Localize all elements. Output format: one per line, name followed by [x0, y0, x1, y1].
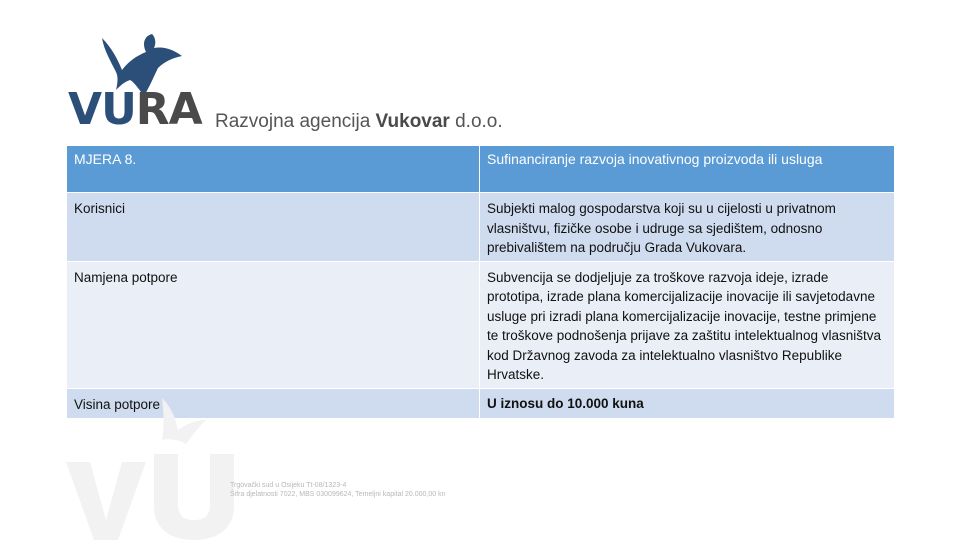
row-value: U iznosu do 10.000 kuna: [480, 388, 895, 418]
measure-table: [66, 145, 895, 419]
row-value: Subjekti malog gospodarstva koji su u cijelosti u privatnom vlasništvu, fizičke osobe i udruge sa sjedištem, odnosno prebivalištem na području Grada Vukovara.: [480, 193, 895, 262]
vura-watermark: [66, 392, 246, 540]
logo-letter-u: U: [101, 84, 136, 135]
row-label: Namjena potpore: [67, 261, 480, 388]
logo-letter-v: V: [68, 84, 102, 135]
vura-logo: [64, 30, 503, 135]
row-label: Visina potpore: [67, 388, 480, 418]
table-row: [67, 146, 895, 193]
tagline-suffix: d.o.o.: [449, 111, 503, 132]
row-label: MJERA 8.: [67, 146, 480, 193]
logo-letters-ra: RA: [135, 84, 202, 135]
logo-tagline: [215, 111, 503, 133]
registry-line-1: Trgovački sud u Osijeku Tt-08/1323-4: [230, 482, 347, 489]
tagline-prefix: Razvojna agencija: [215, 111, 376, 132]
row-value: Sufinanciranje razvoja inovativnog proizvoda ili usluga: [480, 146, 895, 193]
row-label: Korisnici: [67, 193, 480, 262]
logo-wordmark: [68, 84, 202, 135]
table-row: [67, 261, 895, 388]
registry-line-2: Šifra djelatnosti 7022, MBS 030099624, Temeljni kapital 20.000,00 kn: [230, 491, 446, 498]
table-row: [67, 193, 895, 262]
row-value: Subvencija se dodjeljuje za troškove razvoja ideje, izrade prototipa, izrade plana komercijalizacije inovacije ili savjetodavne usluge pri izradi plana komercijalizacije inovacije, testne primjene te troškove podnošenja prijave za zaštitu intelektualnog vlasništva kod Državnog zavoda za intelektualno vlasništvo Republike Hrvatske.: [480, 261, 895, 388]
tagline-bold: Vukovar: [375, 111, 450, 132]
